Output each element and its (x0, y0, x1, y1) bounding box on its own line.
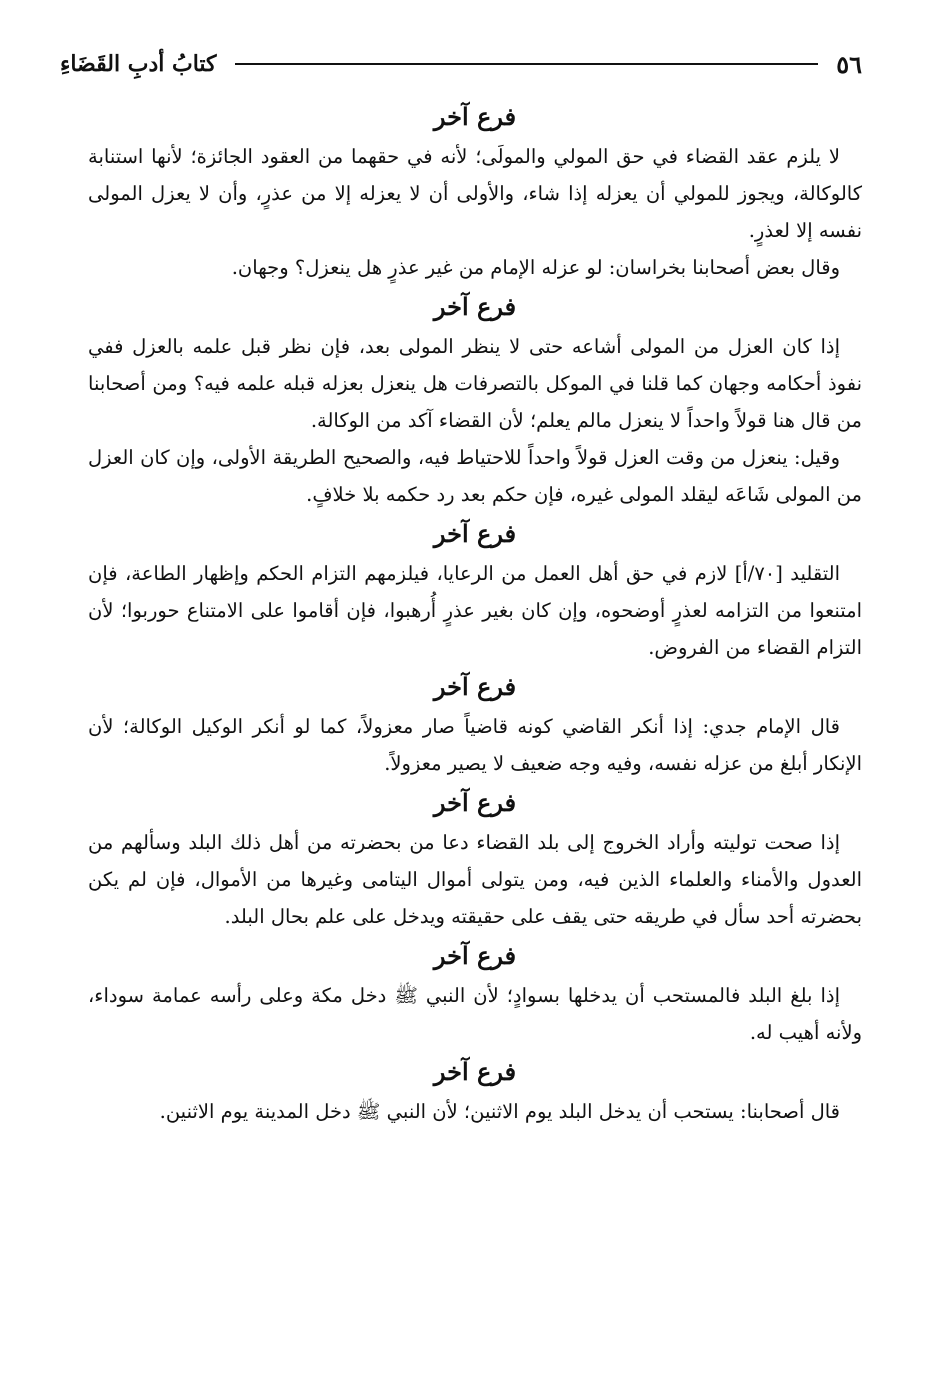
page-number: ٥٦ (836, 49, 862, 79)
header-rule (235, 63, 819, 65)
section-heading: فرع آخر (433, 1057, 517, 1086)
book-title: كتابُ أدبِ القَضَاءِ (60, 51, 217, 77)
section-heading: فرع آخر (433, 519, 517, 548)
section-3 (88, 513, 862, 666)
paragraph: إذا بلغ البلد فالمستحب أن يدخلها بسوادٍ؛ لأن النبي ﷺ دخل مكة وعلى رأسه عمامة سوداء، ولأنه أهيب له. (88, 984, 862, 1044)
paragraph: قال الإمام جدي: إذا أنكر القاضي كونه قاضياً صار معزولاً، كما لو أنكر الوكيل الوكالة؛ لأن الإنكار أبلغ من عزله نفسه، وفيه وجه ضعيف لا يصير معزولاً. (88, 715, 862, 775)
section-heading: فرع آخر (433, 292, 517, 321)
section-2 (88, 286, 862, 513)
paragraph: وقال بعض أصحابنا بخراسان: لو عزله الإمام من غير عذرٍ هل ينعزل؟ وجهان. (231, 256, 840, 279)
section-heading: فرع آخر (433, 102, 517, 131)
paragraph: قال أصحابنا: يستحب أن يدخل البلد يوم الاثنين؛ لأن النبي ﷺ دخل المدينة يوم الاثنين. (159, 1100, 840, 1123)
section-heading: فرع آخر (433, 672, 517, 701)
section-1 (88, 96, 862, 286)
paragraph: التقليد [٧٠/أ] لازم في حق أهل العمل من الرعايا، فيلزمهم التزام الحكم وإظهار الطاعة، فإن امتنعوا من التزامه لعذرٍ أوضحوه، وإن كان بغير عذرٍ أُرهبوا، فإن أقاموا على الامتناع حوربوا؛ لأن التزام القضاء من الفروض. (88, 562, 862, 659)
section-6 (88, 935, 862, 1051)
page-body (88, 96, 862, 1130)
page-header (60, 46, 862, 82)
paragraph: لا يلزم عقد القضاء في حق المولي والمولَى؛ لأنه في حقهما من العقود الجائزة؛ لأنها استنابة كالوكالة، ويجوز للمولي أن يعزله إذا شاء، والأولى أن لا يعزله إلا من عذرٍ، وأن لا يعزل المولى نفسه إلا لعذرٍ. (88, 145, 862, 242)
section-heading: فرع آخر (433, 941, 517, 970)
paragraph: إذا كان العزل من المولى أشاعه حتى لا ينظر المولى بعد، فإن نظر قبل علمه بالعزل ففي نفوذ أحكامه وجهان كما قلنا في الموكل بالتصرفات هل ينعزل بعزله قبله علمه فيه؟ ومن أصحابنا من قال هنا قولاً واحداً لا ينعزل مالم يعلم؛ لأن القضاء آكد من الوكالة. (88, 335, 862, 432)
section-4 (88, 666, 862, 782)
section-7 (88, 1051, 862, 1130)
paragraph: وقيل: ينعزل من وقت العزل قولاً واحداً للاحتياط فيه، والصحيح الطريقة الأولى، وإن كان العزل من المولى شَاعَه ليقلد المولى غيره، فإن حكم بعد رد حكمه بلا خلافٍ. (88, 446, 862, 506)
section-5 (88, 782, 862, 935)
section-heading: فرع آخر (433, 788, 517, 817)
paragraph: إذا صحت توليته وأراد الخروج إلى بلد القضاء دعا من بحضرته من أهل ذلك البلد وسألهم من العدول والأمناء والعلماء الذين فيه، ومن يتولى أموال اليتامى وغيرها من الأموال، فإن لم يكن بحضرته أحد سأل في طريقه حتى يقف على حقيقته ويدخل على علم بحال البلد. (88, 831, 862, 928)
